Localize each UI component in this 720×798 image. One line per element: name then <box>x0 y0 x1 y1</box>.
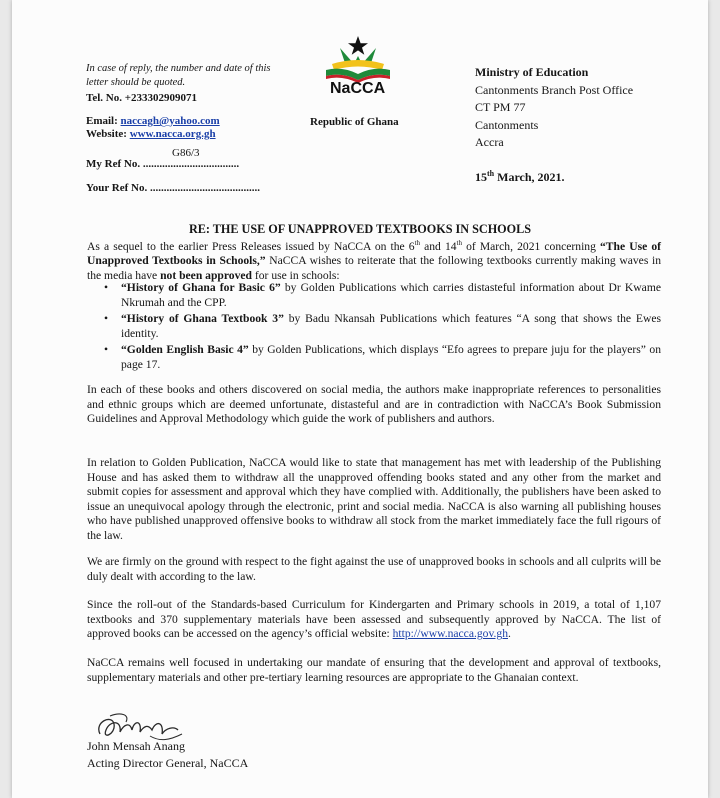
letter-title: RE: THE USE OF UNAPPROVED TEXTBOOKS IN SCHOOLS <box>188 222 532 236</box>
intro-text: As a sequel to the earlier Press Releases issued by NaCCA on the 6 <box>87 239 415 253</box>
book-title: “Golden English Basic 4” <box>121 343 249 357</box>
address-line: Cantonments <box>475 117 539 132</box>
intro-text: for use in schools: <box>252 269 340 283</box>
address-line: Cantonments Branch Post Office <box>475 82 634 97</box>
paragraph-books: In each of these books and others discovered on social media, the authors make inappropriate references to personalities and ethnic groups which are deemed unfortunate, distasteful and are in contradiction with NaCCA’s Book Submission Guidelines and Approval Methodology which guide the work of publishers and authors. <box>87 383 661 426</box>
intro-bold: “The Use of Unapproved Textbooks in Schools,” <box>87 239 661 268</box>
intro-text: and 14 <box>420 239 457 253</box>
reply-note-line: In case of reply, the number and date of this <box>86 63 271 74</box>
ministry-address <box>475 64 633 152</box>
my-ref <box>86 157 239 171</box>
book-title: “History of Ghana Textbook 3” <box>121 312 284 326</box>
my-ref-dots: .......... <box>142 158 171 170</box>
intro-sup: th <box>456 239 462 247</box>
intro-text: of March, 2021 concerning <box>462 239 600 253</box>
paragraph-since <box>87 598 661 642</box>
email-line <box>86 114 220 128</box>
letter-page <box>12 0 708 798</box>
intro-paragraph <box>87 236 661 284</box>
republic-of-ghana: Republic of Ghana <box>310 116 399 128</box>
telephone: Tel. No. +233302909071 <box>86 92 197 104</box>
my-ref-value: G86/3 <box>172 147 200 159</box>
paragraph-golden: In relation to Golden Publication, NaCCA would like to state that management has met with leadership of the Publishing House and has asked them to withdraw all the unapproved offending books stated and any other from the market and submit copies for assessment and approval which they have complied with. Additionally, the publishers have been asked to issue an unequivocal apology through the electronic, print and social media. NaCCA is also warning all publishing houses who have published unapproved offensive books to withdraw all stock from the market immediately face the full rigours of the law. <box>87 456 661 542</box>
book-description: by Golden Publications which carries distasteful information about Dr Kwame Nkrumah and the CPP. <box>121 281 661 309</box>
bullet-icon: • <box>104 312 109 326</box>
list-item <box>87 312 661 341</box>
bullet-icon: • <box>104 343 109 357</box>
website-line <box>86 127 216 141</box>
date-rest: March, 2021. <box>494 170 565 184</box>
book-title: “History of Ghana for Basic 6” <box>121 281 281 294</box>
intro-text: NaCCA wishes to reiterate that the following textbooks currently making waves in the media have <box>87 254 661 283</box>
address-line: Ministry of Education <box>475 65 589 79</box>
paragraph-focus: NaCCA remains well focused in undertaking our mandate of ensuring that the development and approval of textbooks, supplementary materials and other pre-tertiary learning resources are appropriate to the Ghanaian context. <box>87 656 661 684</box>
signatory-position: Acting Director General, NaCCA <box>87 756 249 770</box>
paragraph-firm: We are firmly on the ground with respect to the fight against the use of unapproved books in schools and all culprits will be duly dealt with according to the law. <box>87 555 661 583</box>
since-end: . <box>508 627 511 641</box>
reply-note-line: letter should be quoted. <box>86 77 186 88</box>
address-line: Accra <box>475 135 504 149</box>
nacca-logo <box>310 34 406 100</box>
book-description: by Golden Publications, which displays “Efo agrees to prepare juju for the players” on page 17. <box>121 343 662 371</box>
book-description: by Badu Nkansah Publications which features “A song that shows the Ewes identity. <box>121 312 661 340</box>
address-line: CT PM 77 <box>475 100 526 114</box>
approved-books-link[interactable]: http://www.nacca.gov.gh <box>392 627 508 641</box>
my-ref-label: My Ref No. <box>86 158 143 170</box>
intro-sup: th <box>414 239 421 247</box>
your-ref: Your Ref No. ........................................ <box>86 182 260 194</box>
bullet-icon: • <box>104 281 109 294</box>
website-label: Website: <box>86 128 127 140</box>
intro-bold: not been approved <box>160 269 252 283</box>
reply-note <box>86 62 271 90</box>
logo-wordmark: NaCCA <box>330 80 386 97</box>
date-day: 15 <box>475 170 487 184</box>
textbook-list <box>87 281 661 375</box>
letter-date <box>475 169 565 185</box>
email-link[interactable]: naccagh@yahoo.com <box>120 115 220 127</box>
date-suffix: th <box>487 169 495 178</box>
since-text: Since the roll-out of the Standards-based Curriculum for Kindergarten and Primary schools in 2019, a total of 1,107 textbooks and 370 supplementary materials have been assessed and subsequently approved by NaCCA. The list of approved books can be accessed on the agency’s official website: <box>87 598 661 641</box>
email-label: Email: <box>86 115 118 127</box>
my-ref-dots: ......................... <box>170 158 240 170</box>
list-item <box>87 343 661 372</box>
signatory <box>87 738 248 772</box>
signatory-name: John Mensah Anang <box>87 739 185 753</box>
list-item <box>87 281 661 310</box>
website-link[interactable]: www.nacca.org.gh <box>129 128 216 140</box>
